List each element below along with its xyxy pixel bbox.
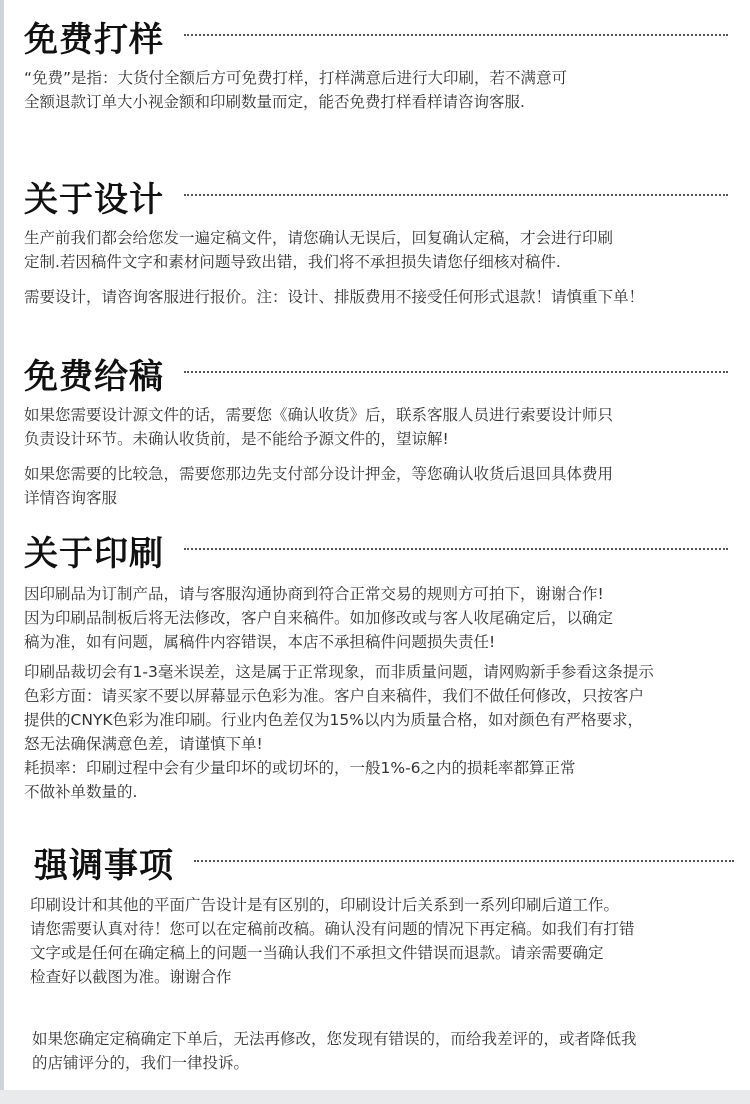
- paragraph: [24, 462, 613, 510]
- section-title: 强调事项: [34, 846, 174, 886]
- text-line: 如果您需要的比较急，需要您那边先支付部分设计押金，等您确认收货后退回具体费用: [24, 465, 614, 483]
- paragraph: [24, 285, 644, 309]
- text-line: 如果您确定定稿确定下单后，无法再修改，您发现有错误的，而给我差评的，或者降低我: [32, 1030, 637, 1048]
- text-line: 怒无法确保满意色差，请谨慎下单!: [24, 735, 263, 753]
- section-header: [24, 12, 728, 72]
- section-title: 关于设计: [24, 180, 164, 220]
- text-line: 文字或是任何在确定稿上的问题一当确认我们不承担文件错误而退款。请亲需要确定: [30, 944, 604, 962]
- text-line: 生产前我们都会给您发一遍定稿文件，请您确认无误后，回复确认定稿，才会进行印刷: [24, 229, 614, 247]
- dotted-divider: [194, 860, 734, 862]
- text-line: “免费”是指：大货付全额后方可免费打样，打样满意后进行大印刷，若不满意可: [24, 69, 568, 87]
- text-line: 印刷品裁切会有1-3毫米误差，这是属于正常现象，而非质量问题，请网购新手参看这条提示: [24, 663, 654, 681]
- text-line: 因为印刷品制板后将无法修改，客户自来稿件。如加修改或与客人收尾确定后，以确定: [24, 609, 614, 627]
- section-title: 免费打样: [24, 20, 164, 60]
- text-line: 因印刷品为订制产品，请与客服沟通协商到符合正常交易的规则方可拍下，谢谢合作!: [24, 585, 604, 603]
- paragraph: [24, 660, 654, 804]
- text-line: 负责设计环节。未确认收货前，是不能给予源文件的，望谅解!: [24, 430, 449, 448]
- text-line: 提供的CNYK色彩为准印刷。行业内色差仅为15%以内为质量合格，如对颜色有严格要求，: [24, 711, 644, 729]
- text-line: 如果您需要设计源文件的话，需要您《确认收货》后，联系客服人员进行索要设计师只: [24, 406, 614, 424]
- paragraph: [24, 226, 613, 274]
- text-line: 印刷设计和其他的平面广告设计是有区别的，印刷设计后关系到一系列印刷后道工作。: [30, 896, 620, 914]
- section-header: [24, 172, 728, 232]
- section-header: [34, 838, 734, 898]
- text-line: 详情咨询客服: [24, 489, 118, 507]
- dotted-divider: [184, 548, 728, 550]
- dotted-divider: [184, 194, 728, 196]
- text-line: 检查好以截图为准。谢谢合作: [30, 968, 232, 986]
- text-line: 定制.若因稿件文字和素材问题导致出错，我们将不承担损失请您仔细核对稿件.: [24, 253, 561, 271]
- bottom-edge-strip: [0, 1090, 750, 1104]
- dotted-divider: [184, 371, 728, 373]
- section-title: 关于印刷: [24, 534, 164, 574]
- text-line: 全额退款订单大小视金额和印刷数量而定，能否免费打样看样请咨询客服.: [24, 93, 525, 111]
- paragraph: [24, 66, 567, 114]
- section-title: 免费给稿: [24, 357, 164, 397]
- paragraph: [24, 403, 613, 451]
- paragraph: [24, 582, 613, 654]
- text-line: 的店铺评分的，我们一律投诉。: [32, 1054, 250, 1072]
- text-line: 请您需要认真对待！您可以在定稿前改稿。确认没有问题的情况下再定稿。如我们有打错: [30, 920, 635, 938]
- text-line: 需要设计，请咨询客服进行报价。注：设计、排版费用不接受任何形式退款！请慎重下单！: [24, 288, 645, 306]
- paragraph: [32, 1027, 637, 1075]
- left-edge-strip: [0, 0, 4, 1104]
- paragraph: [30, 893, 635, 989]
- text-line: 稿为准，如有问题，属稿件内容错误，本店不承担稿件问题损失责任!: [24, 633, 496, 651]
- section-header: [24, 349, 728, 409]
- text-line: 色彩方面：请买家不要以屏幕显示色彩为准。客户自来稿件，我们不做任何修改，只按客户: [24, 687, 645, 705]
- text-line: 不做补单数量的.: [24, 783, 138, 801]
- dotted-divider: [184, 34, 728, 36]
- text-line: 耗损率：印刷过程中会有少量印坏的或切坏的，一般1%-6之内的损耗率都算正常: [24, 759, 576, 777]
- section-header: [24, 526, 728, 586]
